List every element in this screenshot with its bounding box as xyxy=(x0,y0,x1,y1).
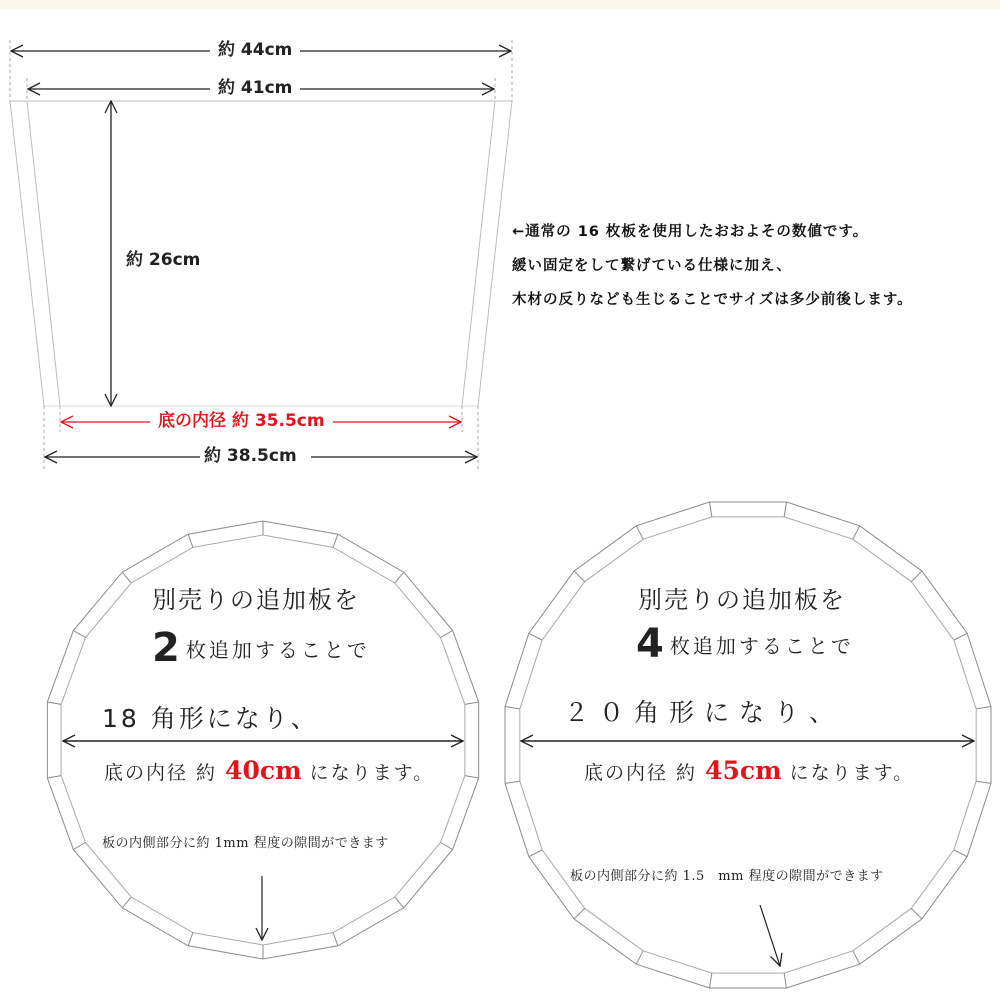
option2-diameter: 40cm xyxy=(225,756,302,785)
option4-line4-prefix: 底の内径 約 xyxy=(584,762,706,784)
label-bottom-outer-width: 約 38.5cm xyxy=(200,448,311,465)
note-line-1: ←通常の 16 枚板を使用したおおよその数値です。 xyxy=(512,224,869,240)
option4-line4-suffix: になります。 xyxy=(781,762,915,784)
label-height: 約 26cm xyxy=(118,252,208,269)
option4-gap-note: 板の内側部分に約 1.5 mm 程度の隙間ができます xyxy=(570,869,884,884)
option2-board-count: 2 xyxy=(152,625,180,671)
option2-line4-suffix: になります。 xyxy=(301,762,435,784)
option2-line2-text: 枚追加することで xyxy=(185,638,370,662)
label-bottom-inner-diameter: 底の内径 約 35.5cm xyxy=(150,413,333,430)
option4-line2-text: 枚追加することで xyxy=(669,634,854,658)
option4-line1: 別売りの追加板を xyxy=(638,586,846,614)
note-line-2: 緩い固定をして繋げている仕様に加え、 xyxy=(512,258,792,274)
option4-board-count: 4 xyxy=(636,621,664,667)
option4-line4 xyxy=(584,758,914,783)
label-top-inner-width: 約 41cm xyxy=(210,80,300,97)
option4-line3: ２０角形になり、 xyxy=(564,698,845,727)
polygon-20-sided xyxy=(505,502,991,988)
option4-line2 xyxy=(636,621,854,667)
option2-gap-note: 板の内側部分に約 1mm 程度の隙間ができます xyxy=(102,836,389,851)
option2-line1: 別売りの追加板を xyxy=(152,586,360,614)
option4-diameter: 45cm xyxy=(705,756,782,785)
gap-pointer-arrow-1-5mm xyxy=(760,905,780,966)
option2-line4 xyxy=(104,758,434,783)
option2-line4-prefix: 底の内径 約 xyxy=(104,762,226,784)
note-line-3: 木材の反りなども生じることでサイズは多少前後します。 xyxy=(512,292,913,308)
label-top-outer-width: 約 44cm xyxy=(210,42,300,59)
bucket-side-profile xyxy=(10,101,512,406)
option2-line2 xyxy=(152,625,370,671)
option2-line3: 18 角形になり、 xyxy=(102,704,319,733)
